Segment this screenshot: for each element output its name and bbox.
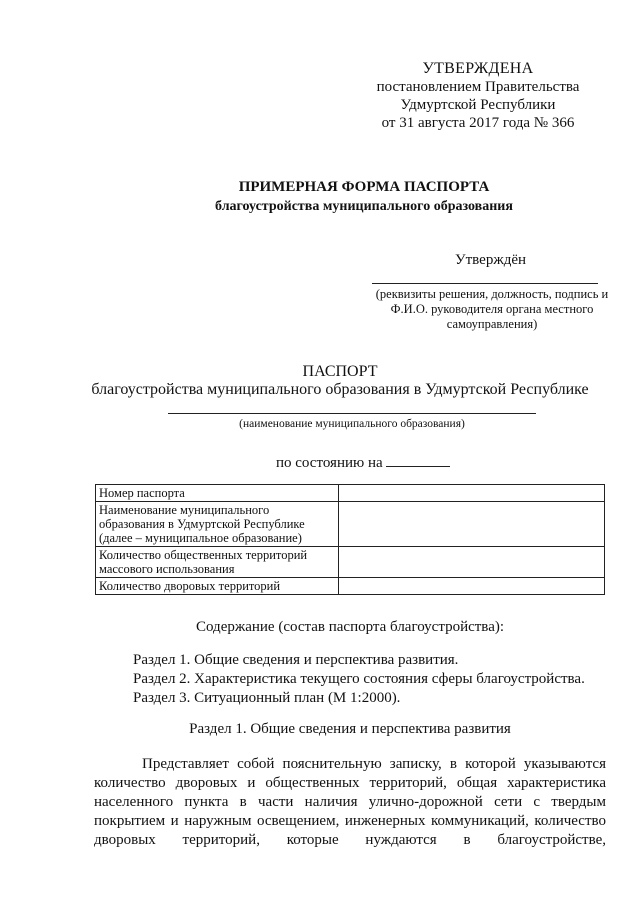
signature-caption-line-2: Ф.И.О. руководителя органа местного — [390, 302, 594, 316]
table-row — [96, 485, 605, 502]
as-of-date — [276, 452, 450, 472]
contents-item-2: Раздел 2. Характеристика текущего состояния сферы благоустройства. — [133, 671, 585, 687]
section-1-line-3: населенного пункта в части наличия улично-дорожной сети с твердым — [94, 794, 606, 810]
section-1-line-4: покрытием и наружным освещением, инженерных коммуникаций, количество — [94, 813, 606, 829]
passport-subtitle: благоустройства муниципального образования в Удмуртской Республике — [91, 381, 589, 398]
passport-table — [95, 484, 605, 595]
passport-title: ПАСПОРТ — [302, 363, 378, 380]
as-of-label: по состоянию на — [276, 455, 383, 471]
contents-item-1: Раздел 1. Общие сведения и перспектива развития. — [133, 652, 459, 668]
table-row-label: Номер паспорта — [96, 485, 339, 502]
signature-caption-line-3: самоуправления) — [446, 317, 538, 331]
section-1-heading: Раздел 1. Общие сведения и перспектива развития — [189, 721, 511, 737]
section-1-line-1: Представляет собой пояснительную записку, в которой указываются — [142, 756, 606, 772]
as-of-blank — [386, 452, 450, 467]
table-row — [96, 547, 605, 578]
section-1-line-2: количество дворовых и общественных территорий, общая характеристика — [94, 775, 606, 791]
municipality-name-caption: (наименование муниципального образования) — [239, 418, 465, 430]
table-row-label: Количество дворовых территорий — [96, 578, 339, 595]
form-title — [0, 178, 640, 216]
table-row-label: Наименование муниципального образования в Удмуртской Республике (далее – муниципальное образование) — [96, 502, 339, 547]
form-title-line-1: ПРИМЕРНАЯ ФОРМА ПАСПОРТА — [238, 179, 490, 195]
approval-line-1: постановлением Правительства — [376, 79, 580, 95]
signature-line — [372, 283, 598, 284]
approval-line-3: от 31 августа 2017 года № 366 — [381, 115, 575, 131]
signature-caption — [372, 287, 612, 332]
table-row — [96, 578, 605, 595]
approval-heading: УТВЕРЖДЕНА — [422, 60, 534, 77]
contents-item-3: Раздел 3. Ситуационный план (М 1:2000). — [133, 690, 401, 706]
form-title-line-2: благоустройства муниципального образования — [215, 199, 513, 214]
passport-heading — [0, 363, 640, 399]
table-row-value — [339, 485, 605, 502]
section-1-line-5: дворовых территорий, которые нуждаются в благоустройстве, — [94, 832, 606, 848]
table-row — [96, 502, 605, 547]
approval-block — [368, 60, 588, 132]
municipality-name-line — [168, 413, 536, 414]
table-row-value — [339, 547, 605, 578]
table-row-value — [339, 578, 605, 595]
contents-list — [133, 651, 585, 708]
table-row-value — [339, 502, 605, 547]
approved-label: Утверждён — [455, 252, 527, 268]
signature-caption-line-1: (реквизиты решения, должность, подпись и — [375, 287, 609, 301]
approval-line-2: Удмуртской Республики — [400, 97, 556, 113]
section-1-text — [94, 755, 606, 850]
contents-heading: Содержание (состав паспорта благоустройства): — [195, 619, 505, 635]
table-row-label: Количество общественных территорий массового использования — [96, 547, 339, 578]
